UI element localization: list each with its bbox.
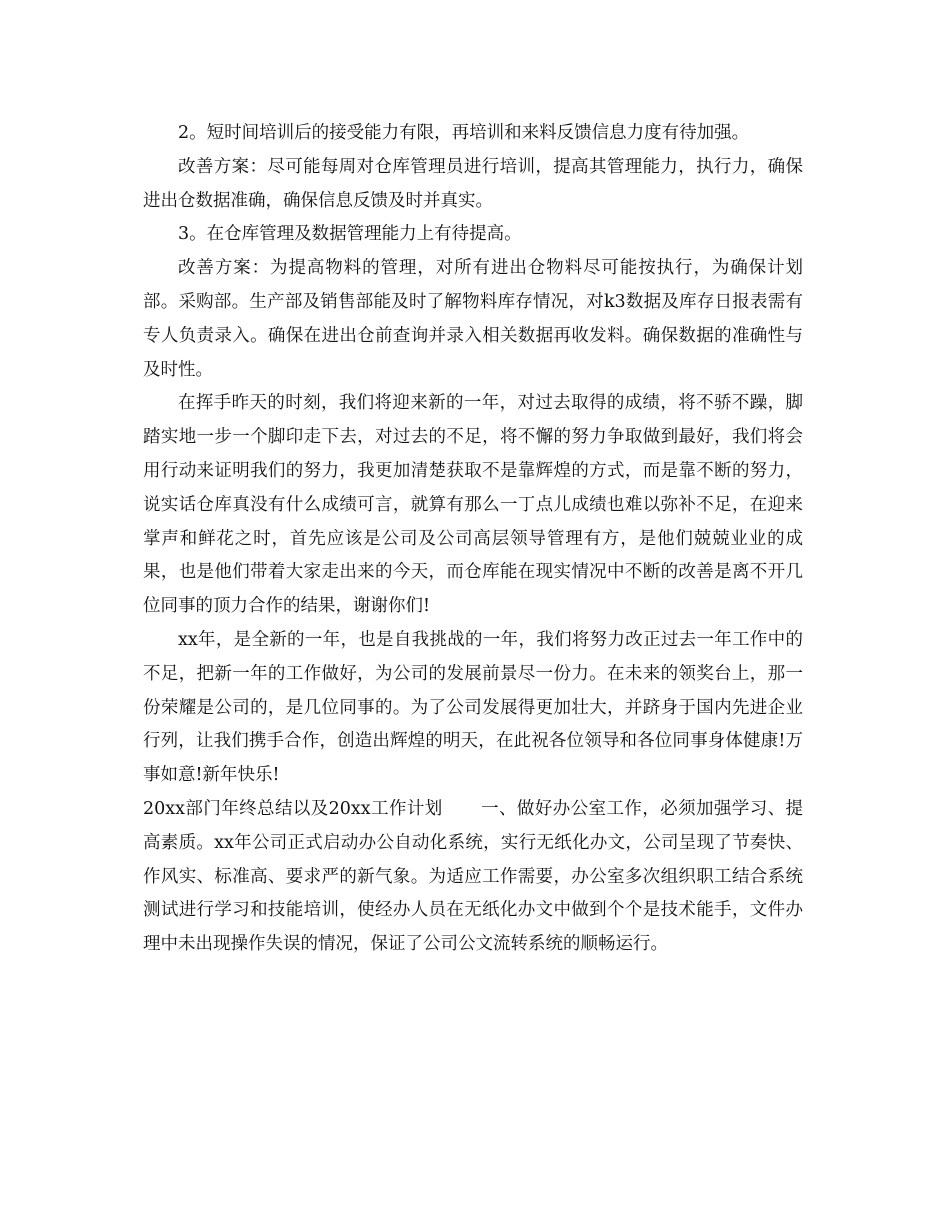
paragraph-improvement-2: 改善方案：为提高物料的管理，对所有进出仓物料尽可能按执行，为确保计划部。采购部。生产部及销售部能及时了解物料库存情况，对k3数据及库存日报表需有专人负责录入。确保在进出仓前查询并录入相关数据再收发料。确保数据的准确性与及时性。 <box>143 258 803 380</box>
section-title: 20xx部门年终总结以及20xx工作计划 <box>143 798 443 819</box>
paragraph-new-year: xx年，是全新的一年，也是自我挑战的一年，我们将努力改正过去一年工作中的不足，把新一年的工作做好，为公司的发展前景尽一份力。在未来的领奖台上，那一份荣耀是公司的，是几位同事的。为了公司发展得更加壮大，并跻身于国内先进企业行列，让我们携手合作，创造出辉煌的明天，在此祝各位领导和各位同事身体健康!万事如意!新年快乐! <box>143 629 803 786</box>
paragraph-issue-2: 2。短时间培训后的接受能力有限，再培训和来料反馈信息力度有待加强。 <box>178 123 750 143</box>
paragraph-improvement-1: 改善方案：尽可能每周对仓库管理员进行培训，提高其管理能力，执行力，确保进出仓数据准确，确保信息反馈及时并真实。 <box>143 156 803 211</box>
section-body: 一、做好办公室工作，必须加强学习、提高素质。xx年公司正式启动办公自动化系统，实行无纸化办文，公司呈现了节奏快、作风实、标准高、要求严的新气象。为适应工作需要，办公室多次组织职工结合系统测试进行学习和技能培训，使经办人员在无纸化办文中做到个个是技术能手，文件办理中未出现操作失误的情况，保证了公司公文流转系统的顺畅运行。 <box>143 798 804 955</box>
section-paragraph <box>143 793 803 962</box>
paragraph-reflection: 在挥手昨天的时刻，我们将迎来新的一年，对过去取得的成绩，将不骄不躁，脚踏实地一步一个脚印走下去，对过去的不足，将不懈的努力争取做到最好，我们将会用行动来证明我们的努力，我更加清楚获取不是靠辉煌的方式，而是靠不断的努力，说实话仓库真没有什么成绩可言，就算有那么一丁点儿成绩也难以弥补不足，在迎来掌声和鲜花之时，首先应该是公司及公司高层领导管理有方，是他们兢兢业业的成果，也是他们带着大家走出来的今天，而仓库能在现实情况中不断的改善是离不开几位同事的顶力合作的结果，谢谢你们! <box>143 393 803 617</box>
paragraph-issue-3: 3。在仓库管理及数据管理能力上有待提高。 <box>178 224 522 245</box>
document-body <box>143 117 803 962</box>
